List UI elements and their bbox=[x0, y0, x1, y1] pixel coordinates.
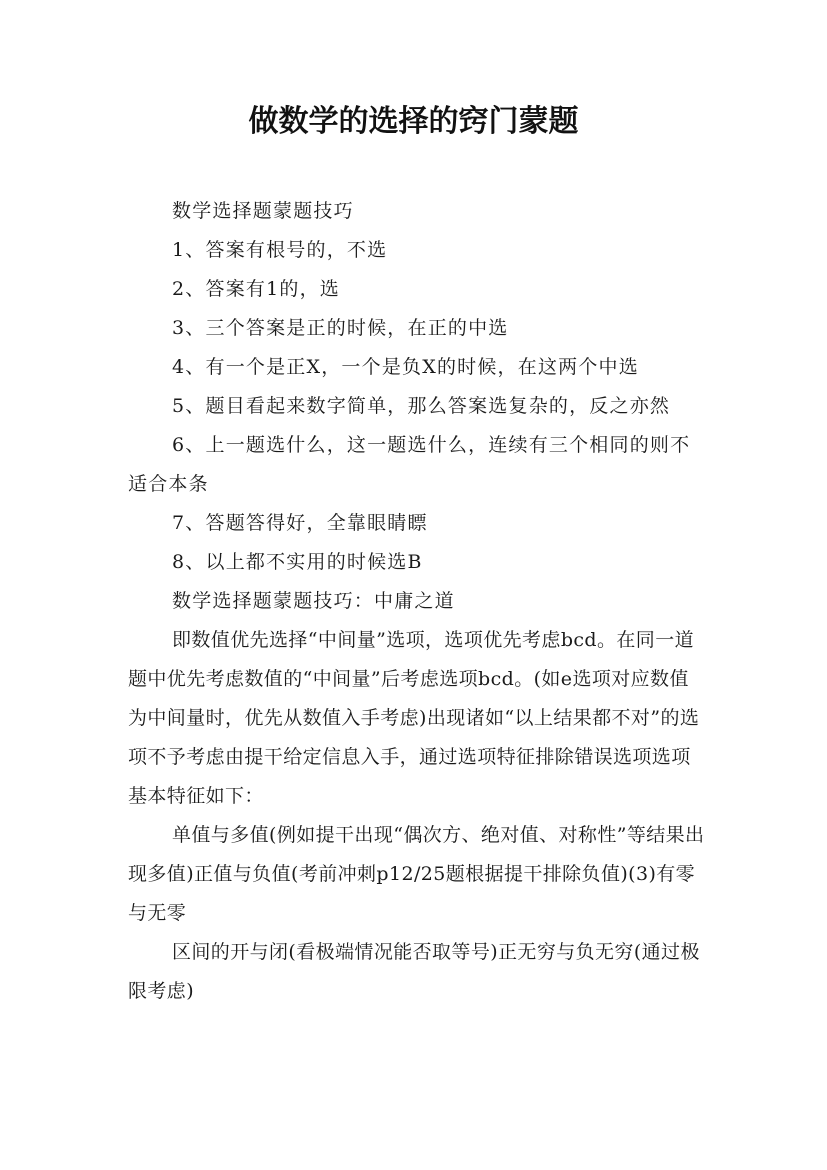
paragraph-heading-1: 数学选择题蒙题技巧 bbox=[172, 200, 354, 222]
paragraph-tip-8: 8、以上都不实用的时候选B bbox=[172, 551, 423, 573]
paragraph-tip-6: 6、上一题选什么，这一题选什么，连续有三个相同的则不适合本条 bbox=[128, 434, 691, 495]
paragraph-tip-1: 1、答案有根号的，不选 bbox=[172, 239, 388, 261]
document-body bbox=[128, 192, 708, 1011]
paragraph-tip-3: 3、三个答案是正的时候，在正的中选 bbox=[172, 317, 509, 339]
paragraph-tip-4: 4、有一个是正X，一个是负X的时候，在这两个中选 bbox=[172, 356, 639, 378]
document-title: 做数学的选择的窍门蒙题 bbox=[248, 104, 579, 139]
paragraph-single-multi: 单值与多值(例如提干出现“偶次方、绝对值、对称性”等结果出现多值)正值与负值(考前冲刺p12/25题根据提干排除负值)(3)有零与无零 bbox=[128, 824, 705, 924]
paragraph-middle-value: 即数值优先选择“中间量”选项，选项优先考虑bcd。在同一道题中优先考虑数值的“中间量”后考虑选项bcd。(如e选项对应数值为中间量时，优先从数值入手考虑)出现诸如“以上结果都不对”的选项不予考虑由提干给定信息入手，通过选项特征排除错误选项选项基本特征如下： bbox=[128, 629, 700, 807]
paragraph-tip-2: 2、答案有1的，选 bbox=[172, 278, 340, 300]
paragraph-tip-7: 7、答题答得好，全靠眼睛瞟 bbox=[172, 512, 428, 534]
paragraph-interval: 区间的开与闭(看极端情况能否取等号)正无穷与负无穷(通过极限考虑) bbox=[128, 941, 700, 1002]
paragraph-heading-2: 数学选择题蒙题技巧：中庸之道 bbox=[172, 590, 455, 612]
paragraph-tip-5: 5、题目看起来数字简单，那么答案选复杂的，反之亦然 bbox=[172, 395, 671, 417]
